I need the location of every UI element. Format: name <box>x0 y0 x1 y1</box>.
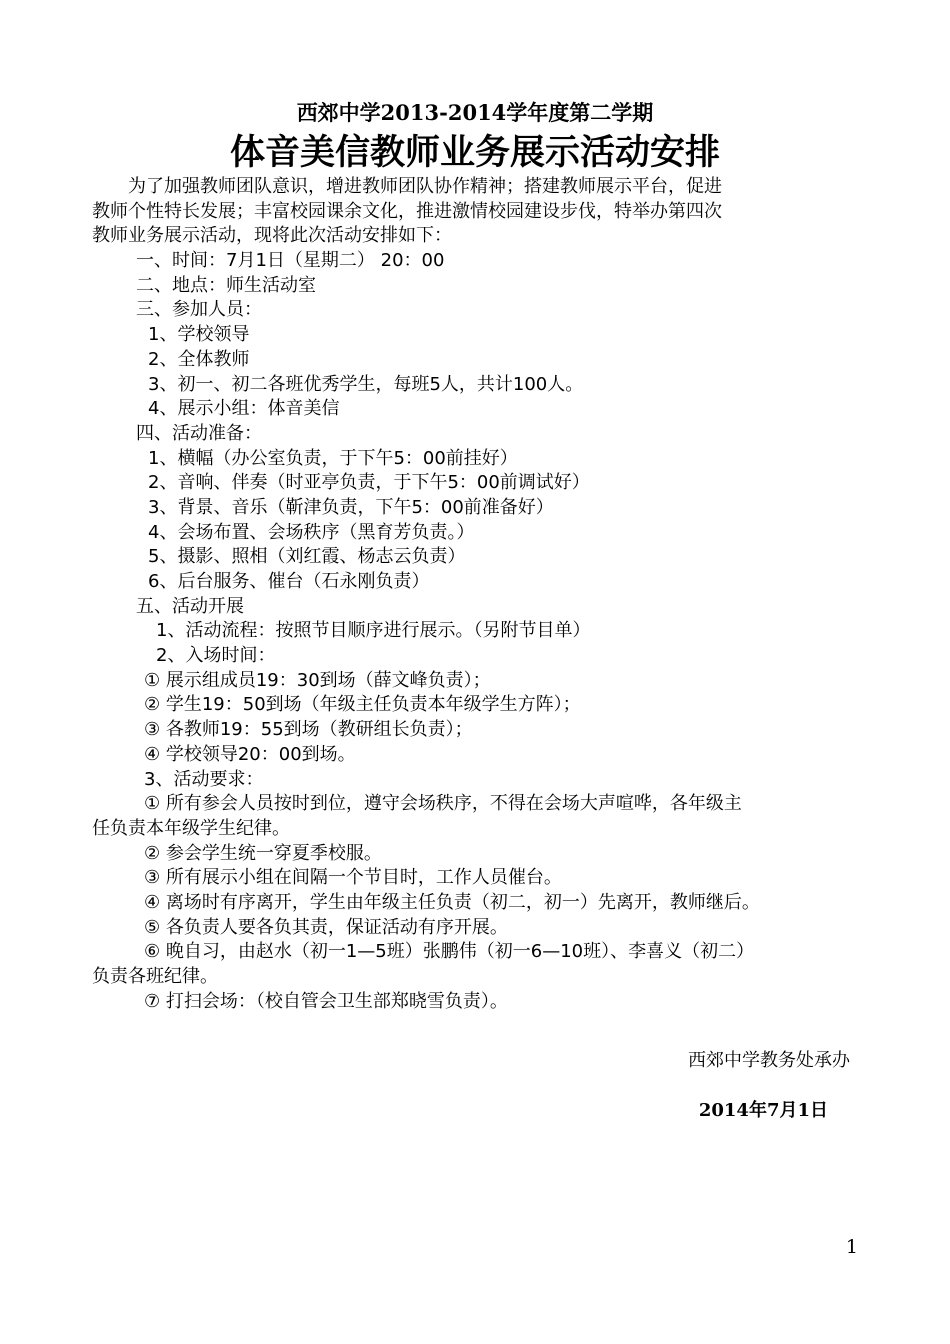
intro-line: 教师业务展示活动，现将此次活动安排如下： <box>92 225 452 247</box>
requirement-continuation: 任负责本年级学生纪律。 <box>92 817 290 839</box>
section-place: 二、地点：师生活动室 <box>136 274 316 296</box>
requirement-item: ⑦ 打扫会场：（校自管会卫生部郑晓雪负责）。 <box>144 990 508 1012</box>
entry-item: ③ 各教师19：55到场（教研组长负责）； <box>144 719 473 741</box>
requirement-item: ⑤ 各负责人要各负其责，保证活动有序开展。 <box>144 916 508 938</box>
requirement-continuation: 负责各班纪律。 <box>92 966 218 987</box>
entry-item: ④ 学校领导20：00到场。 <box>144 743 356 765</box>
section-participants-heading: 三、参加人员： <box>136 299 262 321</box>
prep-item: 6、后台服务、催台（石永刚负责） <box>148 571 430 592</box>
requirements-heading: 3、活动要求： <box>144 768 264 790</box>
signature: 西郊中学教务处承办 <box>688 1050 850 1071</box>
section-conduct-heading: 五、活动开展 <box>136 595 244 617</box>
document-body <box>92 175 867 1014</box>
participant-item: 3、初一、初二各班优秀学生，每班5人，共计100人。 <box>148 373 584 395</box>
prep-item: 2、音响、伴奏（时亚亭负责，于下午5：00前调试好） <box>148 472 590 494</box>
prep-item: 5、摄影、照相（刘红霞、杨志云负责） <box>148 546 466 568</box>
requirement-item: ③ 所有展示小组在间隔一个节目时，工作人员催台。 <box>144 867 562 889</box>
entry-heading: 2、入场时间： <box>156 645 276 667</box>
entry-item: ① 展示组成员19：30到场（薛文峰负责）； <box>144 669 491 691</box>
prep-item: 3、背景、音乐（靳津负责，下午5：00前准备好） <box>148 496 554 518</box>
section-prep-heading: 四、活动准备： <box>136 422 262 444</box>
section-time: 一、时间：7月1日（星期二） 20：00 <box>136 250 445 272</box>
document-date: 2014年7月1日 <box>698 1100 828 1121</box>
requirement-item: ⑥ 晚自习，由赵水（初一1—5班）张鹏伟（初一6—10班）、李喜义（初二） <box>144 941 755 963</box>
prep-item: 4、会场布置、会场秩序（黑育芳负责。） <box>148 521 475 543</box>
document-subtitle: 西郊中学2013-2014学年度第二学期 <box>296 100 654 125</box>
prep-item: 1、横幅（办公室负责，于下午5：00前挂好） <box>148 447 518 469</box>
participant-item: 4、展示小组：体音美信 <box>148 398 340 420</box>
flow-item: 1、活动流程：按照节目顺序进行展示。（另附节目单） <box>156 620 591 642</box>
intro-line: 为了加强教师团队意识，增进教师团队协作精神；搭建教师展示平台，促进 <box>92 176 722 197</box>
requirement-item: ② 参会学生统一穿夏季校服。 <box>144 842 382 864</box>
document-title: 体音美信教师业务展示活动安排 <box>229 132 720 173</box>
requirement-item: ① 所有参会人员按时到位，遵守会场秩序，不得在会场大声喧哗，各年级主 <box>144 793 742 815</box>
requirement-item: ④ 离场时有序离开，学生由年级主任负责（初二，初一）先离开，教师继后。 <box>144 891 760 913</box>
participant-item: 1、学校领导 <box>148 324 250 346</box>
entry-item: ② 学生19：50到场（年级主任负责本年级学生方阵）； <box>144 694 581 716</box>
page-number: 1 <box>845 1236 858 1258</box>
intro-line: 教师个性特长发展；丰富校园课余文化，推进激情校园建设步伐，特举办第四次 <box>92 200 722 222</box>
participant-item: 2、全体教师 <box>148 348 250 370</box>
